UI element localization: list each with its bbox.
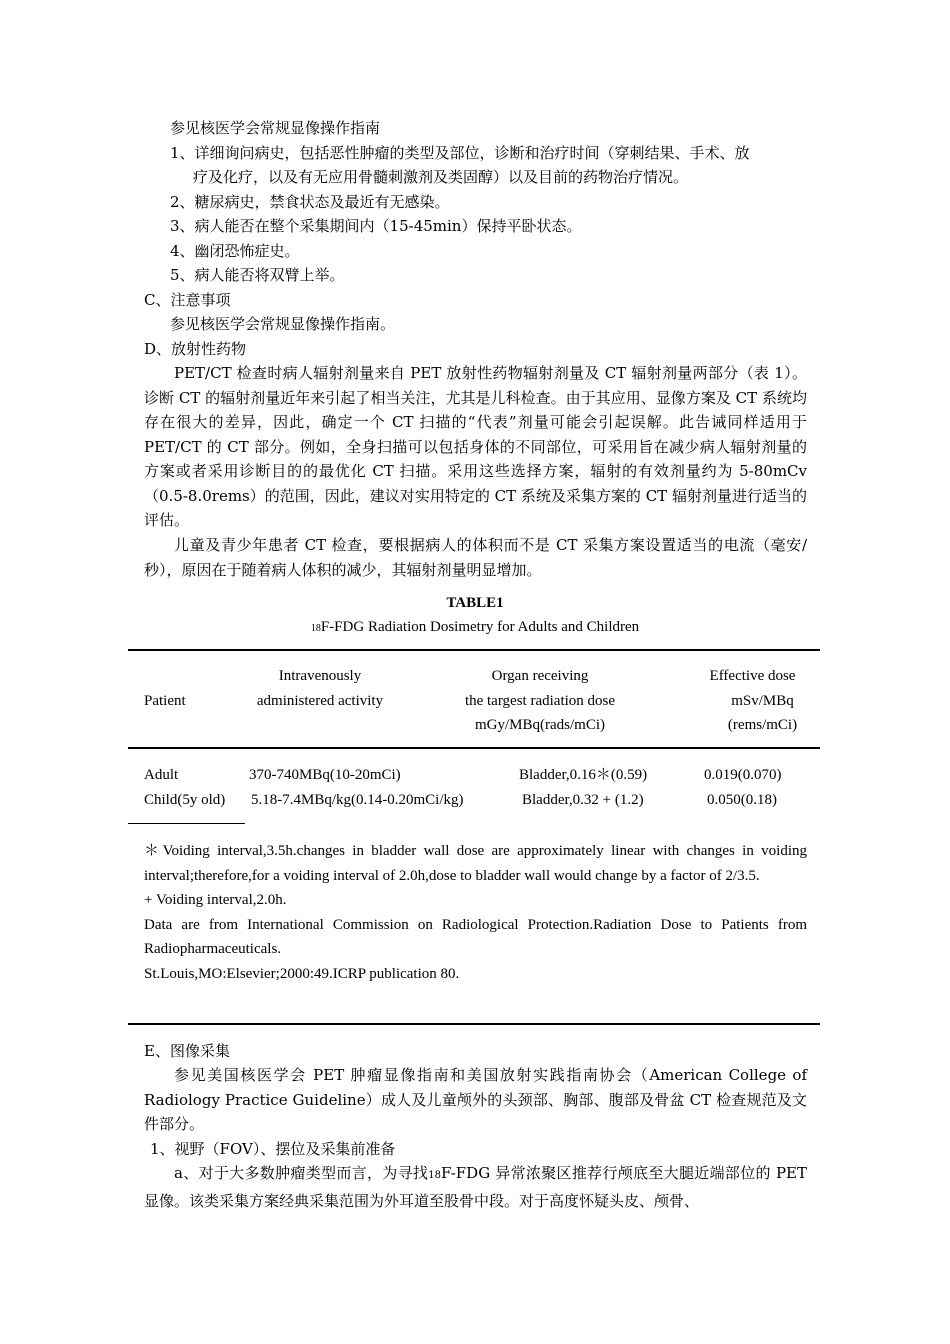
pediatric-paragraph: 儿童及青少年患者 CT 检查，要根据病人的体积而不是 CT 采集方案设置适当的电流（毫安/秒），原因在于随着病人体积的减少，其辐射剂量明显增加。 <box>144 536 807 579</box>
header-activity-2: administered activity <box>256 693 384 709</box>
dosimetry-paragraph: PET/CT 检查时病人辐射剂量来自 PET 放射性药物辐射剂量及 CT 辐射剂量两部分（表 1）。诊断 CT 的辐射剂量近年来引起了相当关注，尤其是儿科检查。由于其应用、显像方案及 CT 系统均存在很大的差异，因此，确定一个 CT 扫描的“代表”剂量可能会引起误解。此告诫同样适用于 PET/CT 的 CT 部分。例如，全身扫描可以包括身体的不同部位，可采用旨在减少病人辐射剂量的方案或者采用诊断目的的最优化 CT 扫描。采用这些选择方案，辐射的有效剂量约为 5-80mCv（0.5-8.0rems）的范围，因此，建议对实用特定的 CT 系统及采集方案的 CT 辐射剂量进行适当的评估。 <box>144 364 807 529</box>
fov-a-mass-number: 18 <box>428 1170 441 1181</box>
header-organ-1: Organ receiving <box>491 668 589 684</box>
header-organ-2: the targest radiation dose <box>464 693 616 709</box>
row-adult-patient: Adult <box>144 767 179 783</box>
fov-a-prefix: a、对于大多数肿瘤类型而言，为寻找 <box>174 1164 429 1182</box>
table-bottom-rule <box>128 1023 820 1025</box>
table-footnotes <box>144 839 807 986</box>
section-c-text: 参见核医学会常规显像操作指南。 <box>170 315 396 333</box>
list-item-1-cont: 疗及化疗，以及有无应用骨髓刺激剂及类固醇）以及目前的药物治疗情况。 <box>193 168 689 186</box>
list-item-1: 1、详细询问病史，包括恶性肿瘤的类型及部位，诊断和治疗时间（穿刺结果、手术、放 <box>170 144 750 162</box>
table-title: TABLE1 <box>446 595 504 611</box>
footnote-rule <box>128 823 245 824</box>
list-item-4: 4、幽闭恐怖症史。 <box>170 242 300 260</box>
header-effective-1: Effective dose <box>709 668 796 684</box>
footnote-asterisk: ＊Voiding interval,3.5h.changes in bladder wall dose are approximately linear with changes in voiding interval;therefore,for a voiding interval of 2.0h,dose to bladder wall would change by a factor of 2/3.5. <box>144 843 807 884</box>
table-header-rule <box>128 747 820 749</box>
section-d-heading: D、放射性药物 <box>144 340 247 358</box>
list-item-5: 5、病人能否将双臂上举。 <box>170 266 345 284</box>
row-child-patient: Child(5y old) <box>144 792 226 808</box>
list-item-3: 3、病人能否在整个采集期间内（15-45min）保持平卧状态。 <box>170 217 582 235</box>
footnote-source: Data are from International Commission on Radiological Protection.Radiation Dose to Patients from Radiopharmaceuticals. <box>144 916 807 957</box>
section-e-paragraph <box>144 1063 807 1137</box>
table-subtitle <box>0 615 950 642</box>
fov-paragraph-a-text <box>144 1161 807 1213</box>
list-item-2: 2、糖尿病史，禁食状态及最近有无感染。 <box>170 193 450 211</box>
row-adult-activity: 370-740MBq(10-20mCi) <box>249 767 401 783</box>
table-subtitle-text: F-FDG Radiation Dosimetry for Adults and Children <box>320 619 640 635</box>
row-child-activity: 5.18-7.4MBq/kg(0.14-0.20mCi/kg) <box>251 792 464 808</box>
header-patient: Patient <box>144 693 186 709</box>
row-child-organ: Bladder,0.32 + (1.2) <box>522 792 644 808</box>
fov-a-rest: F-FDG 异常浓聚区推荐行颅底至大腿近端部位的 PET 显像。该类采集方案经典采集范围为外耳道至股骨中段。对于高度怀疑头皮、颅骨、 <box>144 1164 807 1210</box>
row-adult-organ: Bladder,0.16＊(0.59) <box>519 767 648 783</box>
row-adult-effective: 0.019(0.070) <box>704 767 782 783</box>
isotope-mass-number: 18 <box>310 623 321 634</box>
section-e-heading: E、图像采集 <box>144 1042 230 1060</box>
footnote-publisher: St.Louis,MO:Elsevier;2000:49.ICRP publication 80. <box>144 965 460 982</box>
acquisition-reference-paragraph: 参见美国核医学会 PET 肿瘤显像指南和美国放射实践指南协会（American College of Radiology Practice Guideline）成人及儿童颅外的头颈部、胸部、腹部及骨盆 CT 检查规范及文件部分。 <box>144 1066 807 1133</box>
section-c-heading: C、注意事项 <box>144 291 231 309</box>
footnote-plus: + Voiding interval,2.0h. <box>144 892 287 908</box>
header-activity-1: Intravenously <box>278 668 362 684</box>
reference-line: 参见核医学会常规显像操作指南 <box>170 119 381 137</box>
fov-paragraph-a <box>144 1161 807 1213</box>
row-child-effective: 0.050(0.18) <box>707 792 777 808</box>
header-effective-2: mSv/MBq <box>731 693 794 709</box>
section-d-paragraph-1 <box>144 361 807 533</box>
header-effective-3: (rems/mCi) <box>727 717 798 733</box>
section-d-paragraph-2 <box>144 533 807 582</box>
header-organ-3: mGy/MBq(rads/mCi) <box>475 717 605 733</box>
table-top-rule <box>128 649 820 651</box>
fov-subheading: 1、视野（FOV）、摆位及采集前准备 <box>150 1140 396 1158</box>
